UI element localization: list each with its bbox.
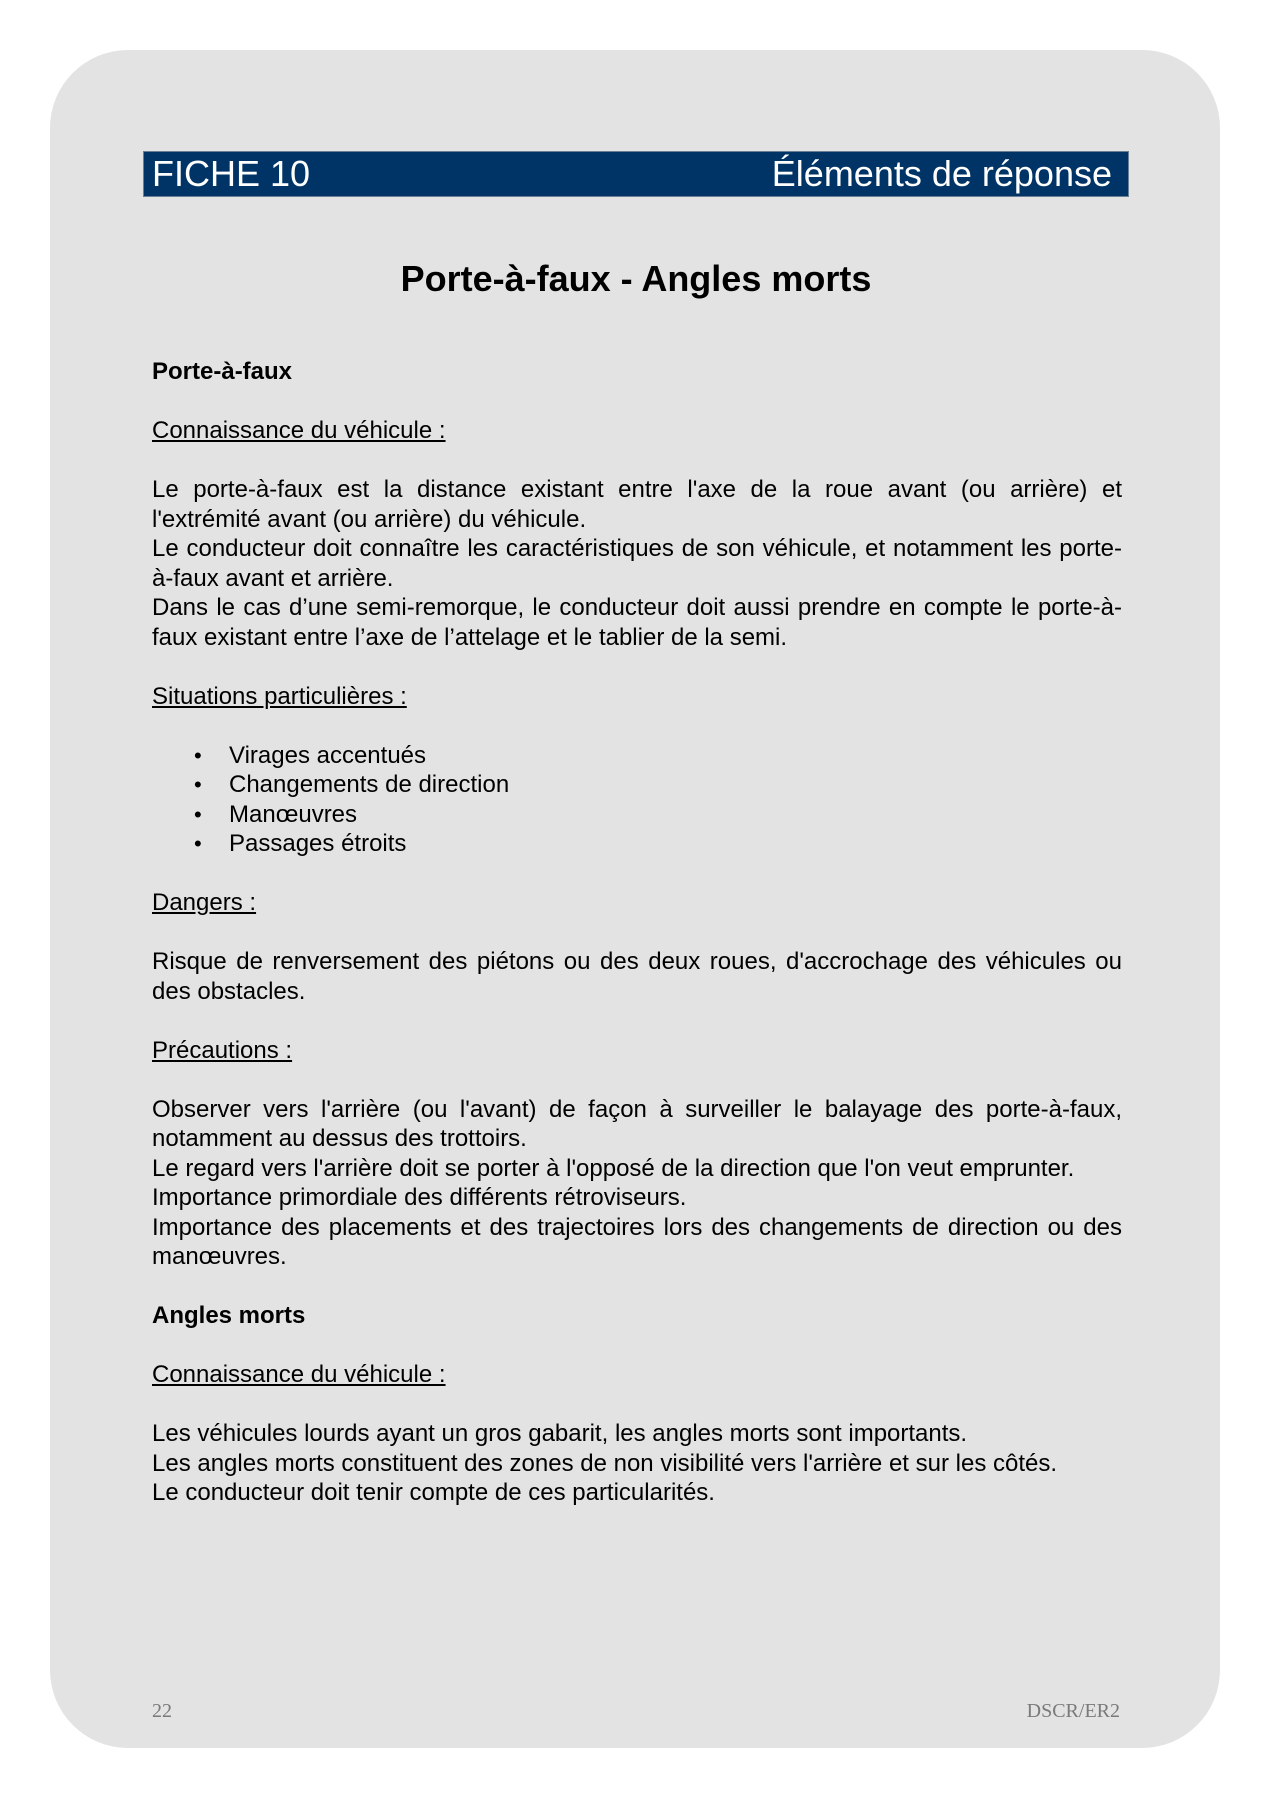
footer-reference: DSCR/ER2 <box>1026 1700 1120 1722</box>
paragraph: Dans le cas d’une semi-remorque, le conducteur doit aussi prendre en compte le porte-à-faux existant entre l’axe de l’attelage et le tablier de la semi. <box>152 594 1122 651</box>
header-section-label: Éléments de réponse <box>771 152 1112 194</box>
paragraph: Le regard vers l'arrière doit se porter à l'opposé de la direction que l'on veut emprunter. <box>152 1154 1075 1182</box>
bullet-icon: • <box>194 801 202 827</box>
document-title: Porte-à-faux - Angles morts <box>400 258 872 299</box>
header-sheet-number: FICHE 10 <box>152 152 311 194</box>
paragraph: Le conducteur doit connaître les caractéristiques de son véhicule, et notamment les porte-à-faux avant et arrière. <box>152 535 1122 592</box>
subheading-precautions: Précautions : <box>152 1036 293 1064</box>
list-item-text: Virages accentués <box>229 741 427 769</box>
list-item-text: Passages étroits <box>229 830 407 857</box>
paragraph: Le porte-à-faux est la distance existant entre l'axe de la roue avant (ou arrière) et l'extrémité avant (ou arrière) du véhicule. <box>152 476 1122 533</box>
section-title: Angles morts <box>152 1302 306 1329</box>
section-porte-a-faux <box>152 357 1122 1301</box>
subheading-connaissance: Connaissance du véhicule : <box>152 417 446 444</box>
list-item <box>152 741 1122 771</box>
header-bar <box>143 151 1129 197</box>
paragraph: Le conducteur doit tenir compte de ces particularités. <box>152 1479 715 1506</box>
bullet-icon: • <box>194 831 202 856</box>
paragraph: Observer vers l'arrière (ou l'avant) de façon à surveiller le balayage des porte-à-faux, notamment au dessus des trottoirs. <box>152 1095 1122 1152</box>
paragraph: Importance des placements et des trajectoires lors des changements de direction ou des manœuvres. <box>152 1213 1122 1270</box>
paragraph: Les véhicules lourds ayant un gros gabarit, les angles morts sont importants. <box>152 1420 968 1447</box>
list-item <box>152 770 1122 800</box>
subheading-connaissance: Connaissance du véhicule : <box>152 1361 446 1388</box>
subheading-situations: Situations particulières : <box>152 682 407 710</box>
list-item-text: Changements de direction <box>229 771 510 798</box>
footer-page-number: 22 <box>152 1700 172 1722</box>
bullet-icon: • <box>194 772 202 797</box>
list-item <box>152 829 1122 859</box>
list-item-text: Manœuvres <box>229 800 358 828</box>
document-body <box>152 357 1122 1508</box>
paragraph: Risque de renversement des piétons ou des deux roues, d'accrochage des véhicules ou des obstacles. <box>152 948 1122 1005</box>
section-angles-morts <box>152 1301 1122 1508</box>
paragraph: Les angles morts constituent des zones de non visibilité vers l'arrière et sur les côtés. <box>152 1449 1058 1477</box>
list-item <box>152 800 1122 830</box>
paragraph: Importance primordiale des différents rétroviseurs. <box>152 1184 687 1211</box>
bullet-icon: • <box>194 742 202 768</box>
situations-list <box>152 741 1122 859</box>
subheading-dangers: Dangers : <box>152 889 257 916</box>
section-title: Porte-à-faux <box>152 358 293 385</box>
